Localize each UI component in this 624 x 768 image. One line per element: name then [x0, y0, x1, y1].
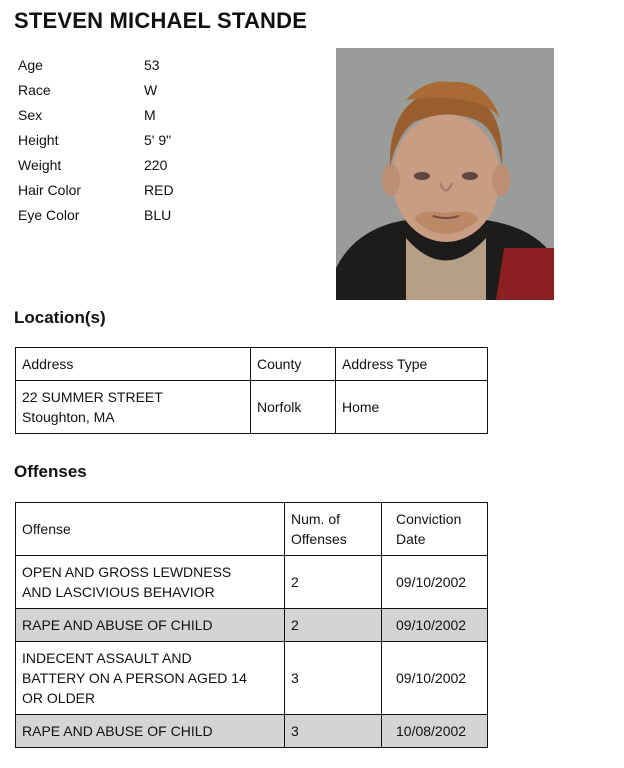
- header-num-line-2: Offenses: [291, 531, 347, 547]
- table-header-row: [16, 348, 488, 381]
- detail-value: 5' 9": [144, 131, 172, 148]
- offense-date-cell: 09/10/2002: [382, 642, 488, 715]
- portrait-photo: [336, 48, 554, 300]
- table-row: [16, 609, 488, 642]
- offense-line: RAPE AND ABUSE OF CHILD: [22, 723, 213, 739]
- table-header-row: [16, 503, 488, 556]
- header-num-line-1: Num. of: [291, 511, 341, 527]
- offense-line: BATTERY ON A PERSON AGED 14: [22, 670, 247, 686]
- offenses-table: [15, 502, 488, 748]
- offense-cell: [16, 715, 285, 748]
- table-row: [16, 381, 488, 434]
- detail-row-hair-color: [18, 177, 174, 202]
- detail-row-eye-color: [18, 202, 174, 227]
- offense-count-cell: 3: [285, 715, 382, 748]
- detail-value: M: [144, 106, 156, 123]
- table-row: [16, 715, 488, 748]
- header-offense: Offense: [16, 503, 285, 556]
- header-address: Address: [16, 348, 251, 381]
- offense-line: RAPE AND ABUSE OF CHILD: [22, 617, 213, 633]
- detail-row-age: [18, 52, 174, 77]
- table-row: [16, 556, 488, 609]
- detail-label: Race: [18, 81, 51, 98]
- detail-value: 220: [144, 156, 168, 173]
- offenses-heading: Offenses: [14, 462, 87, 481]
- address-line-1: 22 SUMMER STREET: [22, 389, 163, 405]
- locations-heading: Location(s): [14, 308, 106, 327]
- detail-label: Sex: [18, 106, 43, 123]
- offense-line: INDECENT ASSAULT AND: [22, 650, 192, 666]
- detail-row-weight: [18, 152, 174, 177]
- offense-line: AND LASCIVIOUS BEHAVIOR: [22, 584, 215, 600]
- detail-label: Weight: [18, 156, 62, 173]
- detail-value: RED: [144, 181, 174, 198]
- offense-line: OR OLDER: [22, 690, 96, 706]
- detail-label: Age: [18, 56, 43, 73]
- portrait-illustration: [336, 48, 554, 300]
- address-type-cell: Home: [336, 381, 488, 434]
- address-line-2: Stoughton, MA: [22, 409, 115, 425]
- offense-count-cell: 2: [285, 556, 382, 609]
- offense-cell: [16, 609, 285, 642]
- offense-date-cell: 09/10/2002: [382, 609, 488, 642]
- detail-label: Height: [18, 131, 59, 148]
- locations-table: [15, 347, 488, 434]
- details-list: [18, 52, 174, 227]
- detail-row-race: [18, 77, 174, 102]
- person-name: STEVEN MICHAEL STANDE: [14, 8, 308, 33]
- header-date-line-2: Date: [396, 531, 426, 547]
- address-cell: [16, 381, 251, 434]
- offense-count-cell: 3: [285, 642, 382, 715]
- county-cell: Norfolk: [251, 381, 336, 434]
- offense-date-cell: 09/10/2002: [382, 556, 488, 609]
- detail-value: BLU: [144, 206, 172, 223]
- header-address-type: Address Type: [336, 348, 488, 381]
- detail-label: Eye Color: [18, 206, 80, 223]
- offense-cell: [16, 556, 285, 609]
- offense-cell: [16, 642, 285, 715]
- detail-label: Hair Color: [18, 181, 82, 198]
- header-num-offenses: [285, 503, 382, 556]
- detail-row-sex: [18, 102, 174, 127]
- header-date-line-1: Conviction: [396, 511, 462, 527]
- table-row: [16, 642, 488, 715]
- header-county: County: [251, 348, 336, 381]
- offense-line: OPEN AND GROSS LEWDNESS: [22, 564, 232, 580]
- header-conviction-date: [382, 503, 488, 556]
- detail-value: 53: [144, 56, 160, 73]
- detail-value: W: [144, 81, 158, 98]
- offense-count-cell: 2: [285, 609, 382, 642]
- offense-date-cell: 10/08/2002: [382, 715, 488, 748]
- detail-row-height: [18, 127, 174, 152]
